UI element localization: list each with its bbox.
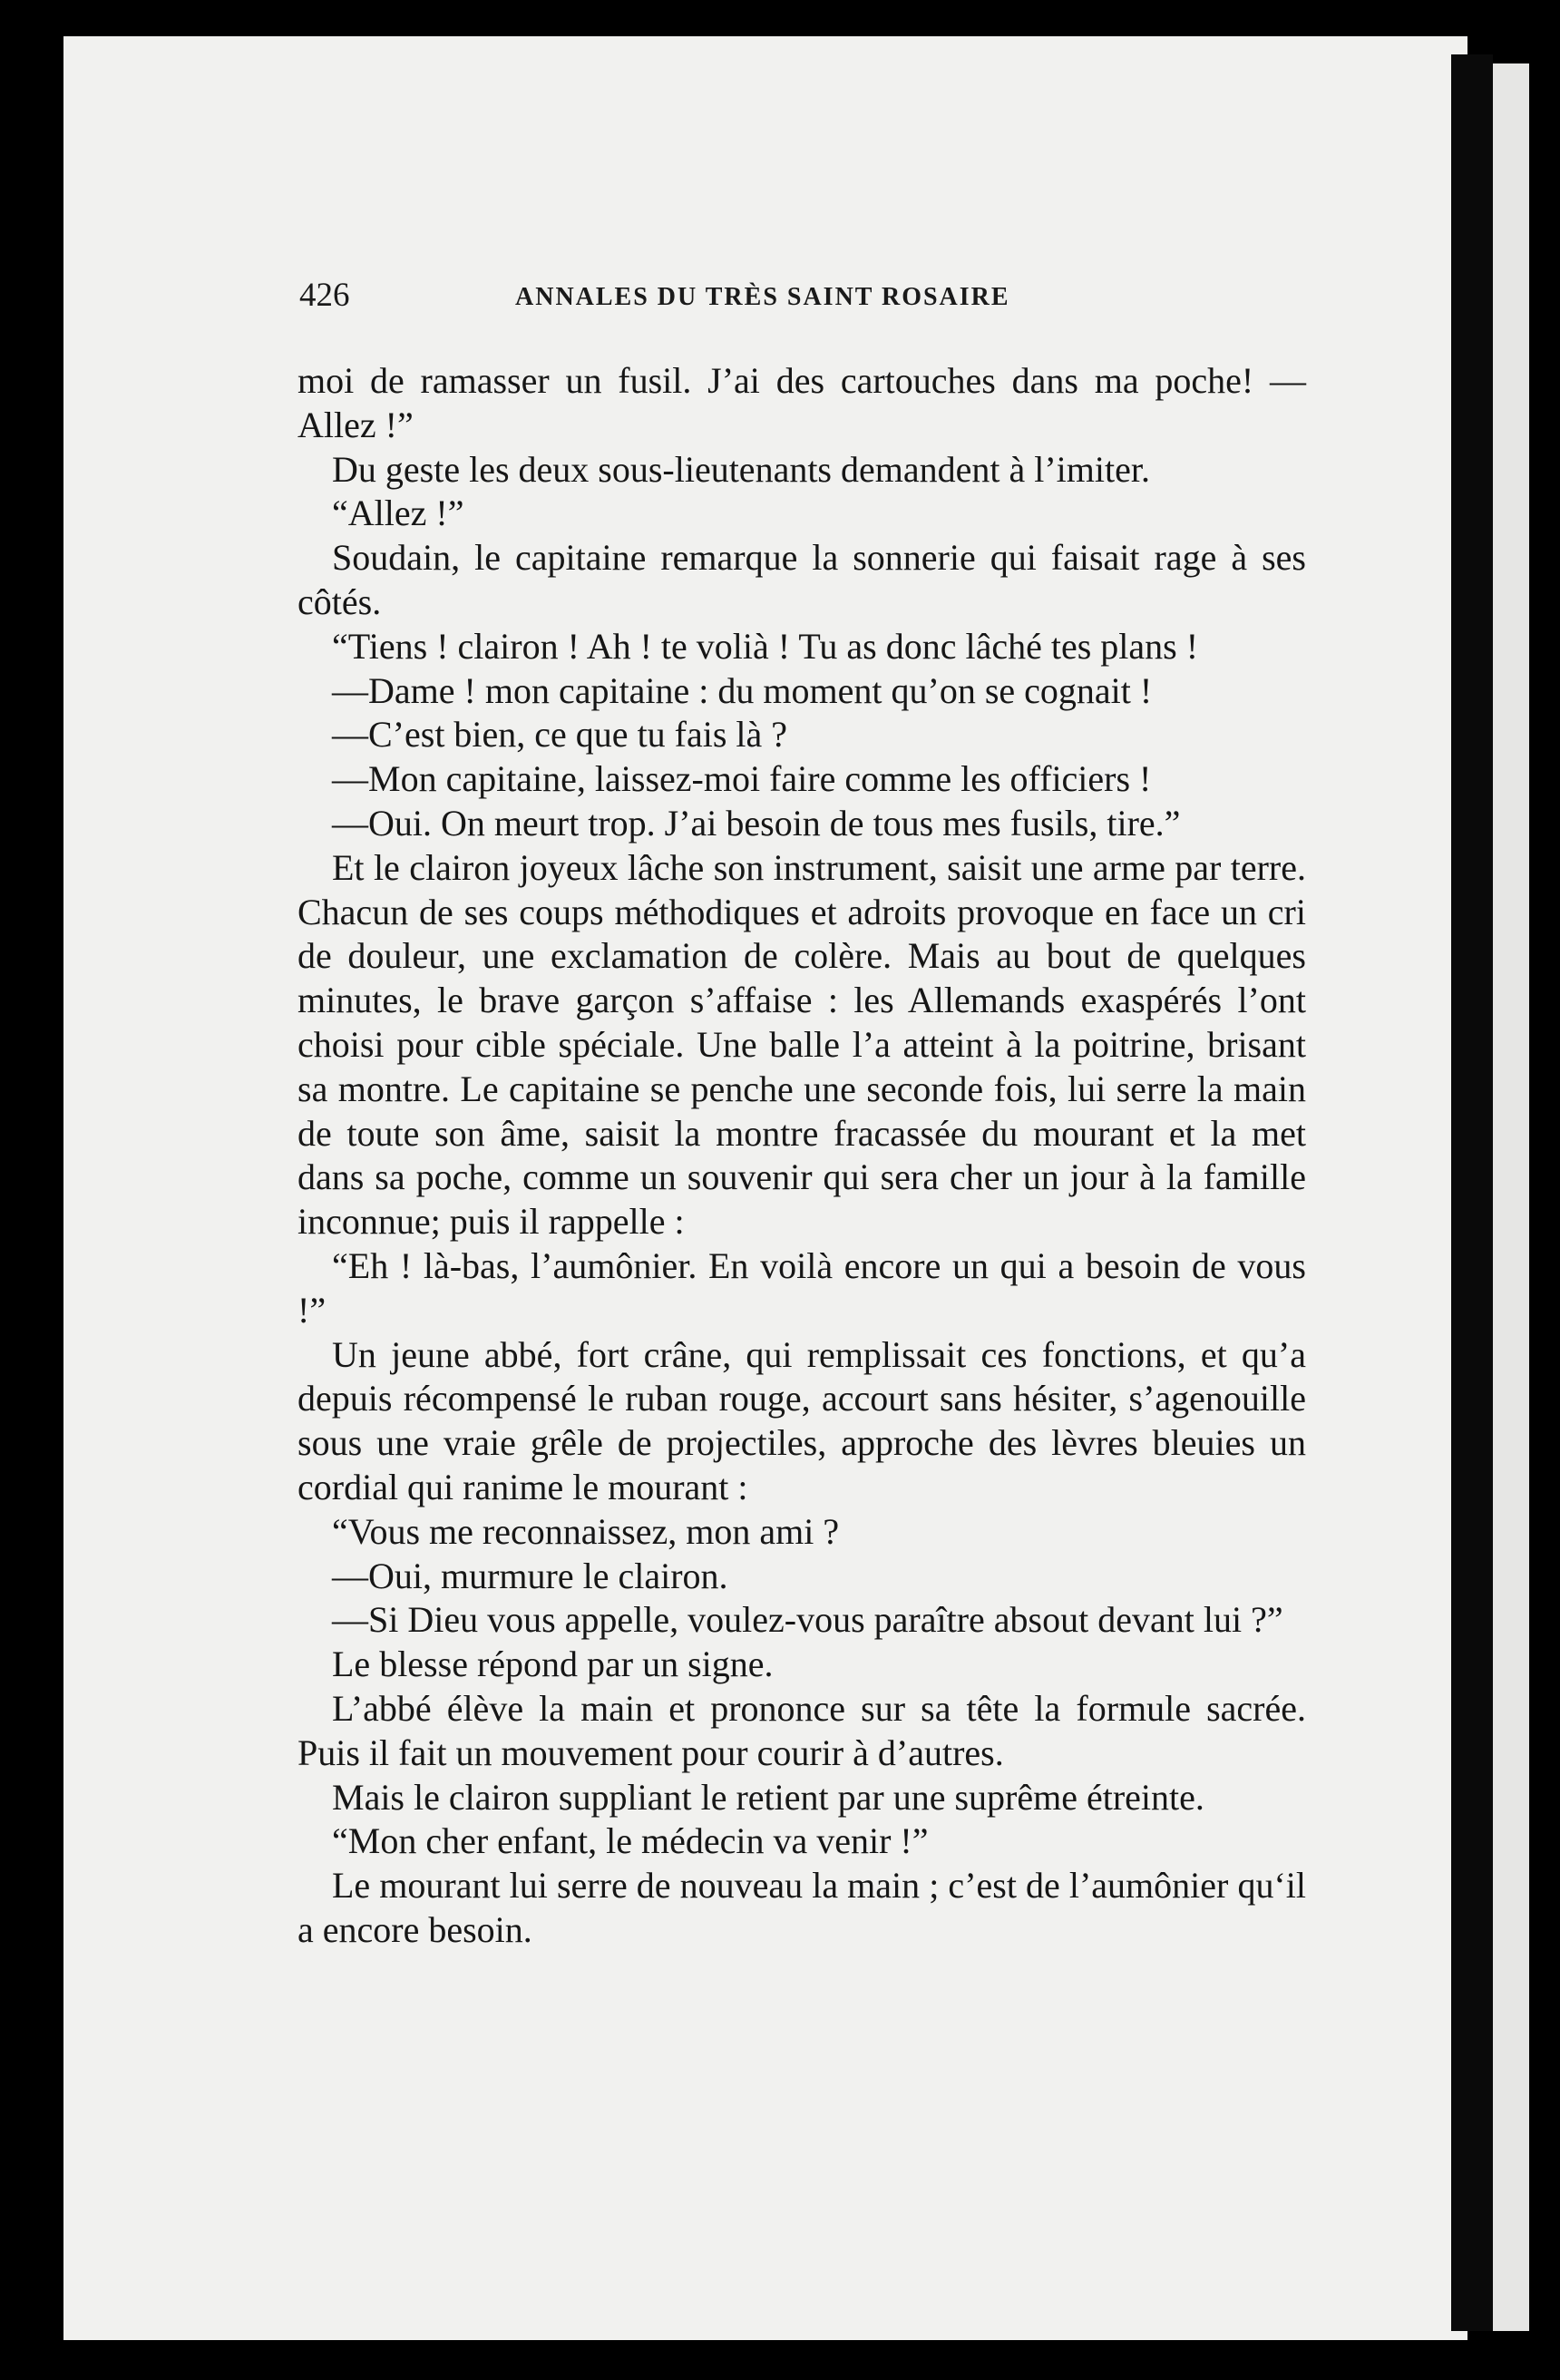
paragraph: —Mon capitaine, laissez-moi faire comme les officiers ! (332, 758, 1152, 800)
paragraph: Du geste les deux sous-lieutenants demandent à l’imiter. (332, 448, 1150, 490)
paragraph: Le blesse répond par un signe. (332, 1644, 774, 1685)
paragraph: Soudain, le capitaine remarque la sonnerie qui faisait rage à ses côtés. (297, 537, 1306, 622)
body-text (297, 359, 1306, 1953)
book-spine-shadow (1451, 54, 1493, 2331)
paragraph: —Oui. On meurt trop. J’ai besoin de tous mes fusils, tire.” (332, 802, 1181, 844)
paragraph: Le mourant lui serre de nouveau la main ; c’est de l’aumônier qu‘il a encore besoin. (297, 1865, 1306, 1950)
paragraph: “Tiens ! clairon ! Ah ! te volià ! Tu as donc lâché tes plans ! (332, 625, 1199, 667)
paragraph: L’abbé élève la main et prononce sur sa tête la formule sacrée. Puis il fait un mouvement pour courir à d’autres. (297, 1687, 1306, 1773)
paragraph: Un jeune abbé, fort crâne, qui remplissait ces fonctions, et qu’a depuis récompensé le ruban rouge, accourt sans hésiter, s’agenouille sous une vraie grêle de projectiles, approche des lèvres bleuies un cordial qui ranime le mourant : (297, 1333, 1306, 1507)
paragraph: “Allez !” (332, 493, 464, 534)
paragraph: “Vous me reconnaissez, mon ami ? (332, 1510, 840, 1552)
paragraph: —Dame ! mon capitaine : du moment qu’on se cognait ! (332, 669, 1153, 711)
paragraph: “Eh ! là-bas, l’aumônier. En voilà encore un qui a besoin de vous !” (297, 1244, 1306, 1331)
paragraph: moi de ramasser un fusil. J’ai des cartouches dans ma poche! —Allez !” (297, 360, 1306, 445)
running-title: ANNALES DU TRÈS SAINT ROSAIRE (515, 283, 1010, 311)
paragraph: Mais le clairon suppliant le retient par une suprême étreinte. (332, 1776, 1204, 1818)
page-number: 426 (299, 277, 350, 314)
paragraph: —C’est bien, ce que tu fais là ? (332, 714, 788, 756)
paragraph: —Si Dieu vous appelle, voulez-vous paraître absout devant lui ?” (332, 1599, 1283, 1641)
paragraph: “Mon cher enfant, le médecin va venir !” (332, 1820, 929, 1862)
facing-page-edge (1493, 63, 1529, 2331)
paragraph: —Oui, murmure le clairon. (332, 1555, 728, 1596)
paragraph: Et le clairon joyeux lâche son instrument, saisit une arme par terre. Chacun de ses coups méthodiques et adroits provoque en face un cri de douleur, une exclamation de colère. Mais au bout de quelques minutes, le brave garçon s’affaise : les Allemands exaspérés l’ont choisi pour cible spéciale. Une balle l’a atteint à la poitrine, brisant sa montre. Le capitaine se penche une seconde fois, lui serre la main de toute son âme, saisit la montre fracassée du mourant et la met dans sa poche, comme un souvenir qui sera cher un jour à la famille inconnue; puis il rappelle : (297, 846, 1306, 1243)
page-header (299, 276, 1313, 330)
